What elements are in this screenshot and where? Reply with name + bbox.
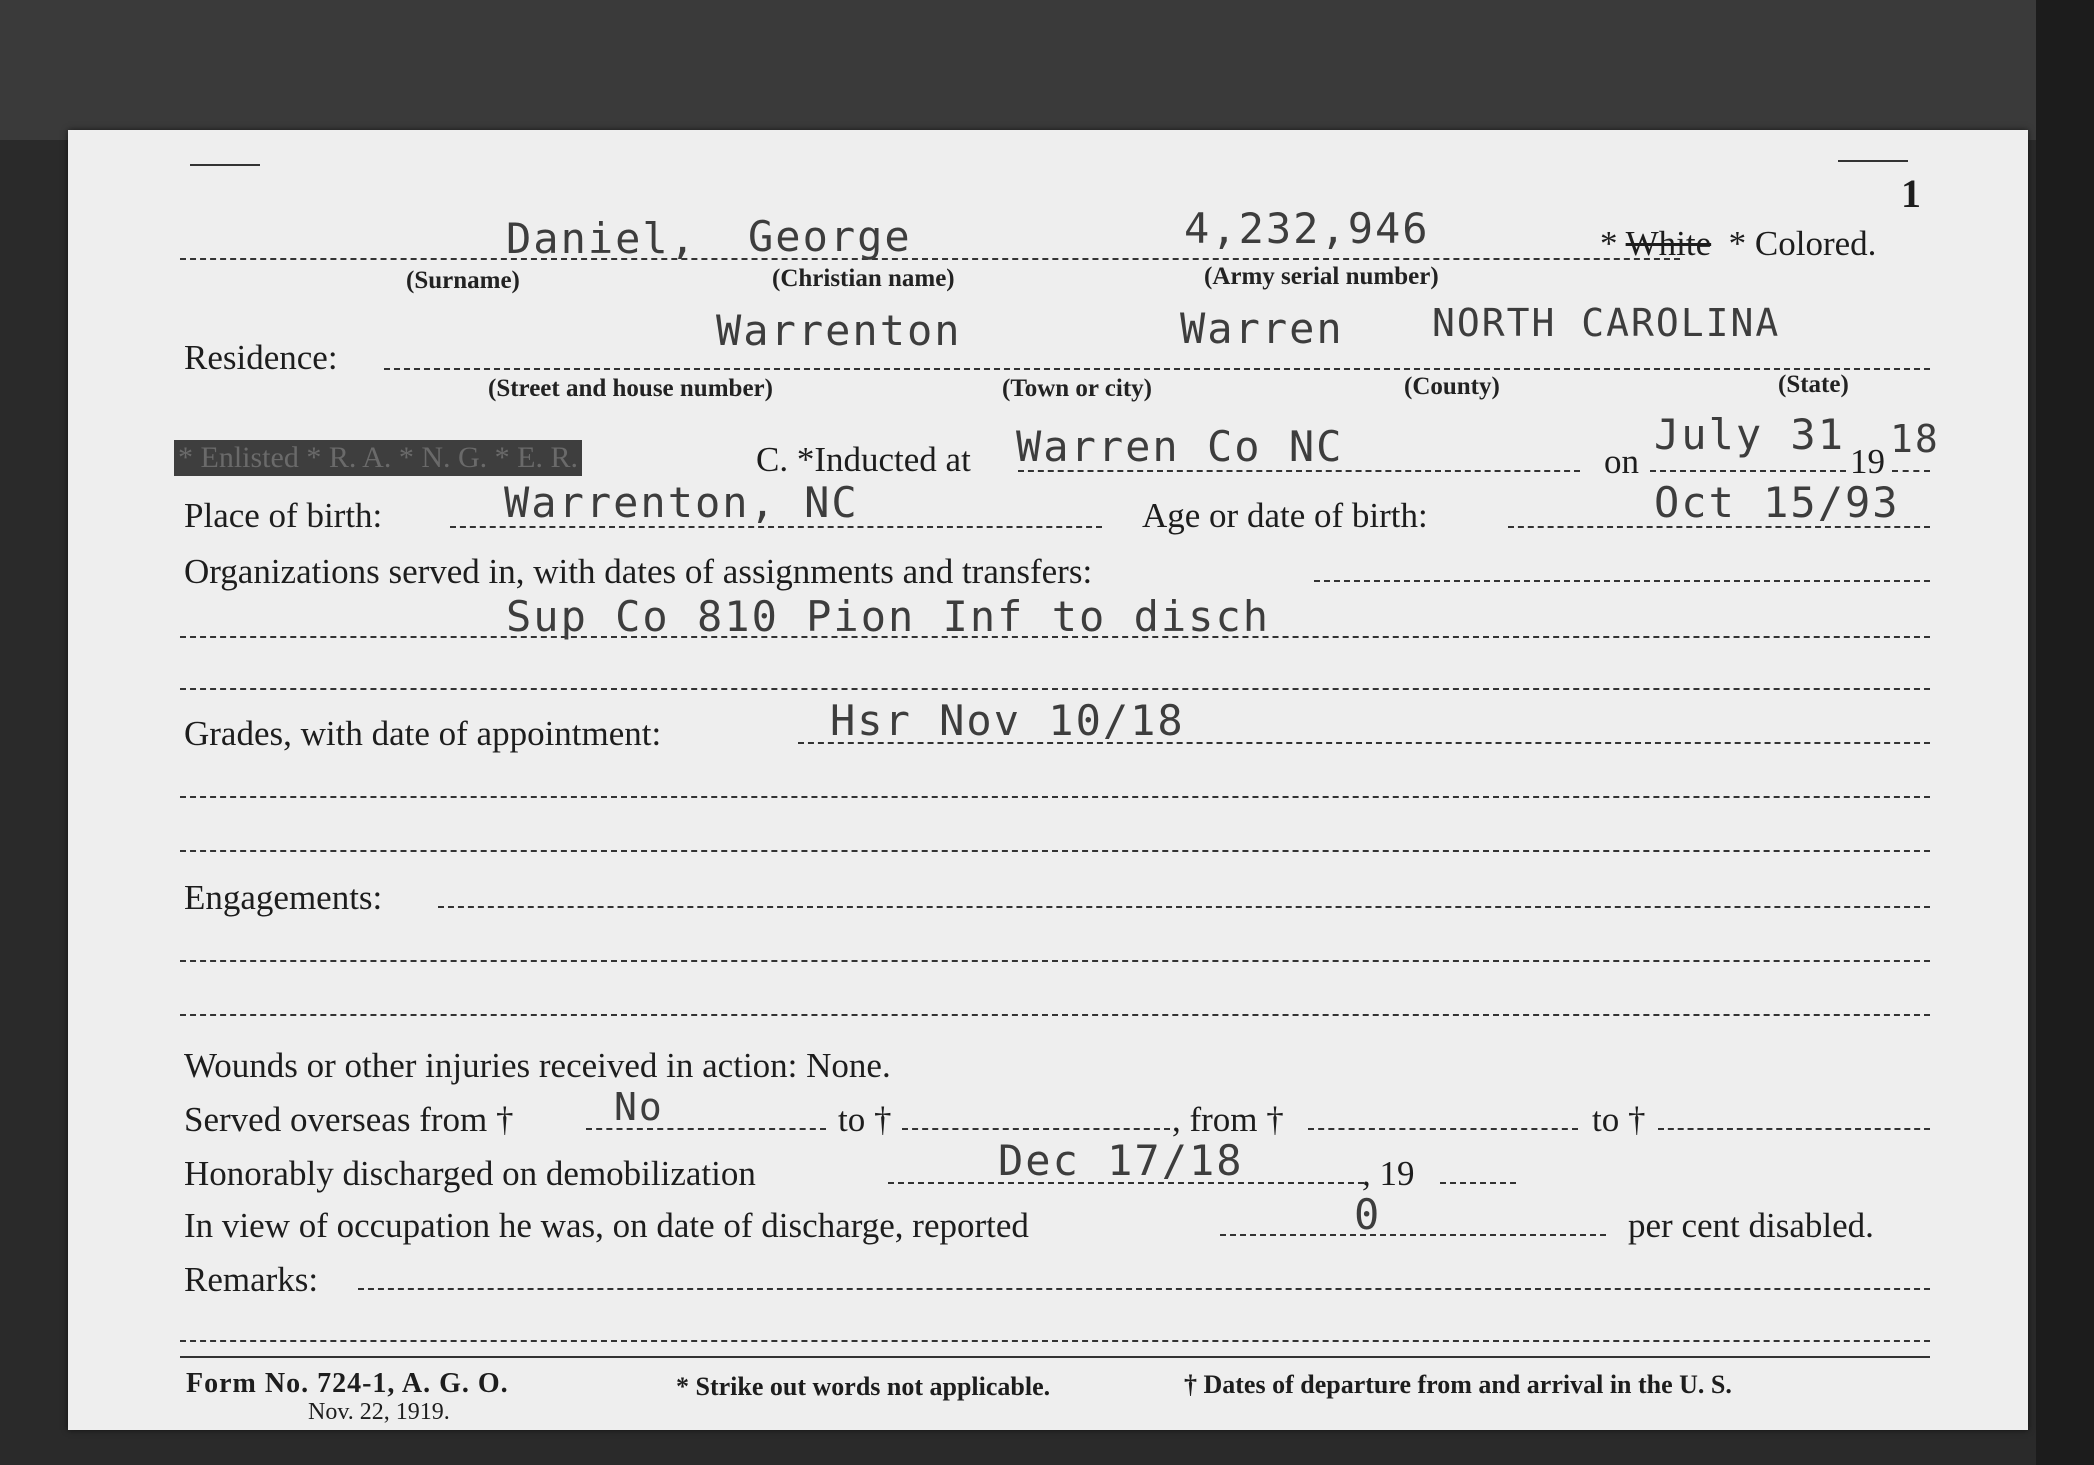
state-value: NORTH CAROLINA bbox=[1432, 301, 1781, 345]
race-star: * bbox=[1600, 224, 1618, 263]
overseas-to-line bbox=[902, 1128, 1170, 1130]
race-star-2: * bbox=[1728, 224, 1747, 263]
service-record-card bbox=[68, 130, 2028, 1430]
overseas-from2-line bbox=[1308, 1128, 1578, 1130]
caption-street: (Street and house number) bbox=[488, 375, 773, 402]
residence-line bbox=[384, 368, 1930, 370]
birthplace-value: Warrenton, NC bbox=[504, 478, 859, 527]
name-line bbox=[180, 258, 1680, 260]
footer-form-number: Form No. 724-1, A. G. O. bbox=[186, 1368, 509, 1399]
residence-label: Residence: bbox=[184, 338, 338, 377]
caption-town: (Town or city) bbox=[1002, 375, 1152, 402]
remarks-line-1 bbox=[358, 1288, 1930, 1290]
overseas-from-value: No bbox=[614, 1085, 664, 1129]
overseas-from2-label: , from † bbox=[1172, 1100, 1284, 1139]
discharge-year-label: , 19 bbox=[1362, 1154, 1415, 1193]
inducted-at-value: Warren Co NC bbox=[1016, 422, 1344, 471]
engagements-line-2 bbox=[180, 960, 1930, 962]
on-label: on bbox=[1604, 442, 1639, 481]
engagements-line-3 bbox=[180, 1014, 1930, 1016]
grades-label: Grades, with date of appointment: bbox=[184, 714, 662, 753]
percent-label: per cent disabled. bbox=[1628, 1206, 1874, 1245]
overseas-to2-line bbox=[1658, 1128, 1930, 1130]
scan-edge bbox=[2036, 0, 2094, 1465]
card-number: 1 bbox=[1901, 171, 1921, 216]
overseas-from-label: Served overseas from † bbox=[184, 1100, 514, 1139]
birthplace-label: Place of birth: bbox=[184, 496, 383, 535]
overseas-to2-label: to † bbox=[1592, 1100, 1646, 1139]
engagements-label: Engagements: bbox=[184, 878, 383, 917]
birth-date-value: Oct 15/93 bbox=[1654, 478, 1900, 527]
induction-year-line bbox=[1892, 470, 1930, 472]
year-prefix: 19 bbox=[1850, 442, 1885, 481]
footer-rule bbox=[180, 1356, 1930, 1358]
percent-line bbox=[1220, 1234, 1606, 1236]
grades-line-2 bbox=[180, 796, 1930, 798]
scan-background bbox=[0, 0, 2094, 140]
enlisted-options-redacted: * Enlisted * R. A. * N. G. * E. R. bbox=[174, 440, 582, 476]
race-white: White bbox=[1625, 224, 1712, 263]
organizations-line-3 bbox=[180, 688, 1930, 690]
county-value: Warren bbox=[1180, 304, 1344, 353]
race-colored: Colored. bbox=[1754, 224, 1877, 263]
induction-date-line bbox=[1650, 470, 1846, 472]
discharged-label: Honorably discharged on demobilization bbox=[184, 1154, 756, 1193]
organizations-label: Organizations served in, with dates of assignments and transfers: bbox=[184, 552, 1093, 591]
grades-value: Hsr Nov 10/18 bbox=[830, 696, 1185, 745]
remarks-line-2 bbox=[180, 1340, 1930, 1342]
inducted-label: C. *Inducted at bbox=[756, 440, 971, 479]
organizations-value: Sup Co 810 Pion Inf to disch bbox=[506, 592, 1271, 641]
caption-christian: (Christian name) bbox=[772, 265, 955, 292]
footer-dates-note: † Dates of departure from and arrival in the U. S. bbox=[1184, 1370, 1732, 1399]
top-right-rule bbox=[1838, 160, 1908, 162]
race-options bbox=[1600, 226, 1876, 261]
footer-strike-note: * Strike out words not applicable. bbox=[676, 1372, 1051, 1401]
caption-serial: (Army serial number) bbox=[1204, 263, 1439, 290]
footer-form-date: Nov. 22, 1919. bbox=[308, 1399, 450, 1425]
remarks-label: Remarks: bbox=[184, 1260, 319, 1299]
overseas-to-label: to † bbox=[838, 1100, 892, 1139]
surname-value: Daniel, bbox=[506, 214, 698, 263]
wounds-label bbox=[184, 1048, 891, 1083]
age-label: Age or date of birth: bbox=[1142, 496, 1428, 535]
induction-year-value: 18 bbox=[1890, 417, 1940, 461]
town-value: Warrenton bbox=[716, 306, 962, 355]
top-rule bbox=[190, 164, 260, 166]
organizations-line-1 bbox=[1314, 580, 1930, 582]
caption-county: (County) bbox=[1404, 373, 1500, 400]
caption-surname: (Surname) bbox=[406, 267, 520, 294]
christian-name-value: George bbox=[748, 212, 912, 261]
discharge-date-value: Dec 17/18 bbox=[998, 1136, 1244, 1185]
serial-number-value: 4,232,946 bbox=[1184, 204, 1430, 253]
wounds-value: None. bbox=[806, 1046, 891, 1085]
occupation-label: In view of occupation he was, on date of discharge, reported bbox=[184, 1206, 1029, 1245]
percent-disabled-value: 0 bbox=[1354, 1190, 1382, 1239]
caption-state: (State) bbox=[1778, 371, 1849, 398]
discharge-year-line bbox=[1440, 1182, 1516, 1184]
wounds-label-text: Wounds or other injuries received in action: bbox=[184, 1046, 798, 1085]
induction-date-value: July 31 bbox=[1654, 410, 1846, 459]
grades-line-3 bbox=[180, 850, 1930, 852]
engagements-line-1 bbox=[438, 906, 1930, 908]
